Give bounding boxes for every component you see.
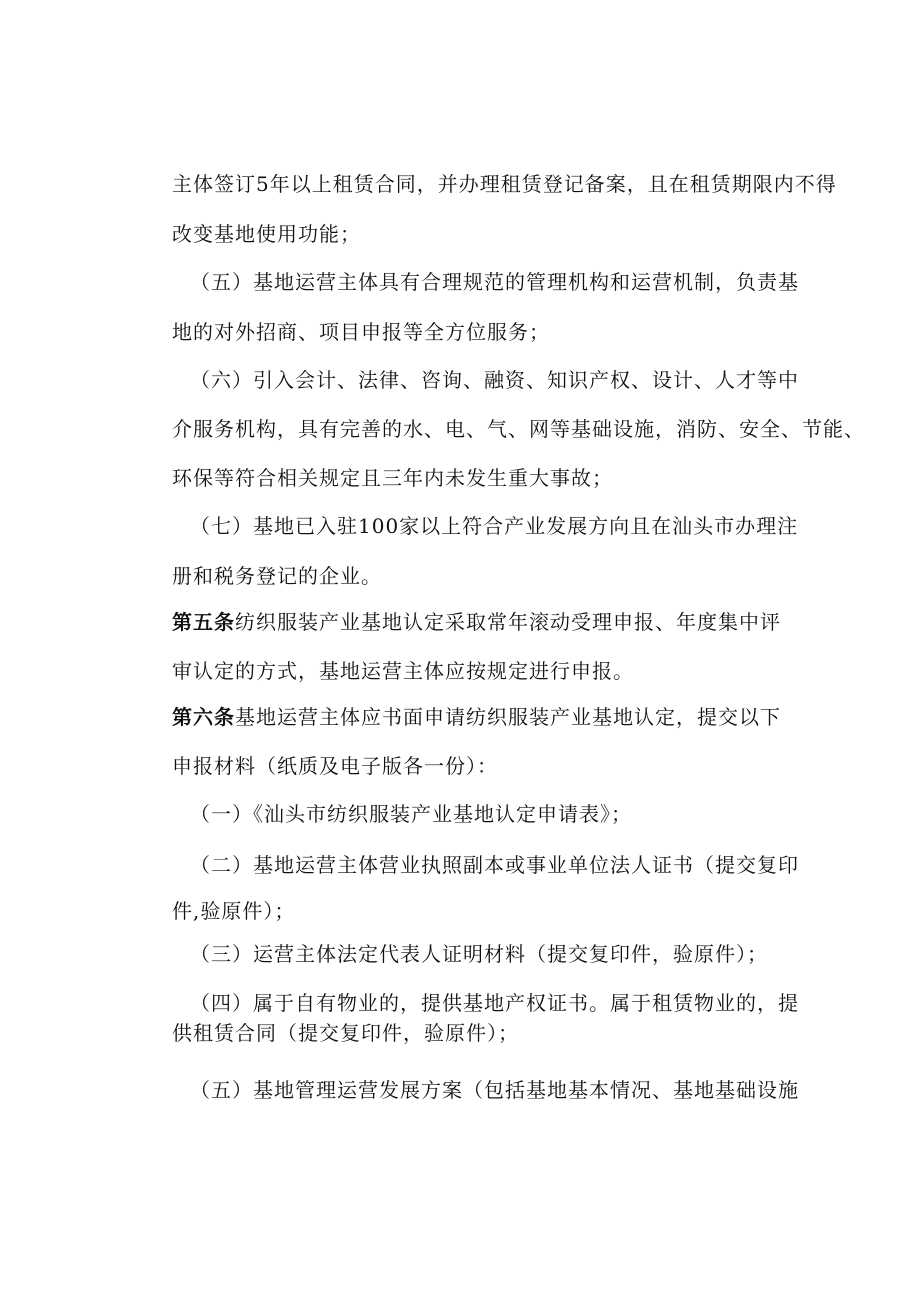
text-line: （一）《汕头市纺织服装产业基地认定申请表》； [190,802,632,826]
text-line: 申报材料（纸质及电子版各一份）： [172,754,498,778]
article-text: 纺织服装产业基地认定采取常年滚动受理申报、年度集中评 [235,610,781,634]
text-line: （五）基地管理运营发展方案（包括基地基本情况、基地基础设施 [190,1078,799,1102]
text-line: （四）属于自有物业的，提供基地产权证书。属于租赁物业的，提 [190,991,799,1015]
text-line: 册和税务登记的企业。 [172,564,382,588]
article-number: 第六条 [172,705,235,729]
text-line: 件,验原件）； [172,899,296,923]
text-line: 介服务机构，具有完善的水、电、气、网等基础设施，消防、安全、节能、 [172,417,865,441]
article-number: 第五条 [172,610,235,634]
text-line: （七）基地已入驻100家以上符合产业发展方向且在汕头市办理注 [190,514,799,538]
text-line: （三）运营主体法定代表人证明材料（提交复印件，验原件）； [190,942,768,966]
text-line [172,608,781,636]
text-line: 供租赁合同（提交复印件，验原件）； [172,1021,519,1045]
article-text: 基地运营主体应书面申请纺织服装产业基地认定，提交以下 [235,705,781,729]
text-line: 改变基地使用功能； [172,222,361,246]
text-line: 地的对外招商、项目申报等全方位服务； [172,320,550,344]
text-line: （六）引入会计、法律、咨询、融资、知识产权、设计、人才等中 [190,368,799,392]
text-line [172,703,781,731]
text-line: （五）基地运营主体具有合理规范的管理机构和运营机制，负责基 [190,270,799,294]
text-line: 主体签订5年以上租赁合同，并办理租赁登记备案，且在租赁期限内不得 [172,172,837,196]
text-line: （二）基地运营主体营业执照副本或事业单位法人证书（提交复印 [190,853,799,877]
text-line: 环保等符合相关规定且三年内未发生重大事故； [172,466,613,490]
text-line: 审认定的方式，基地运营主体应按规定进行申报。 [172,659,634,683]
